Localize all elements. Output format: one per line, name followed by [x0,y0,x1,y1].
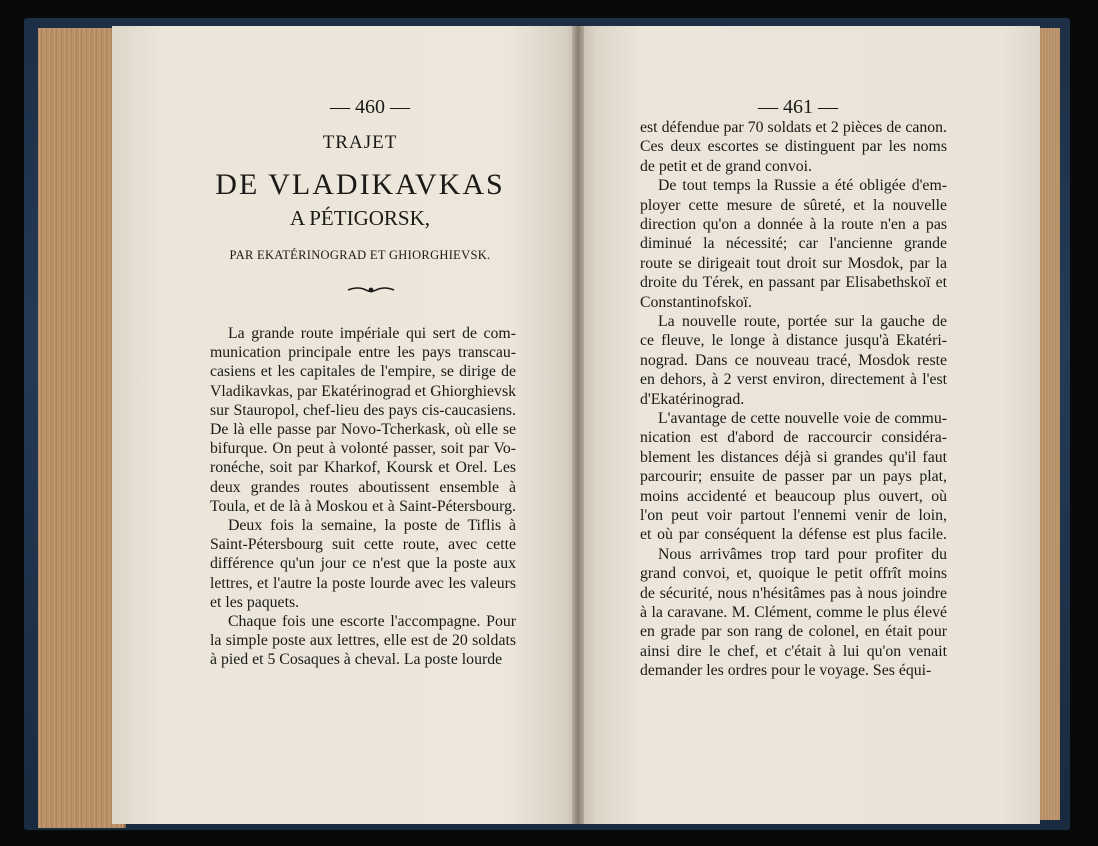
text-line: La grande route impériale qui sert de com- [228,325,516,342]
right-page-number: — 461 — [758,96,838,118]
text-line: Toula, et de là à Moskou et à Saint-Pétersbourg. [210,497,516,515]
text-line: bifurque. On peut à volonté passer, soit par Vo- [210,440,516,458]
page-edges-right [1038,28,1060,820]
text-line: à pied et 5 Cosaques à cheval. La poste lourde [210,651,503,669]
text-line: L'avantage de cette nouvelle voie de commu- [658,410,947,427]
text-line: et où par conséquent la défense est plus facile. [640,526,947,544]
text-line: route se dirigeait tout droit sur Mosdok, par la [640,254,947,272]
chapter-route: PAR EKATÉRINOGRAD ET GHIORGHIEVSK. [229,248,491,262]
text-line: de petit et de grand convoi. [640,157,812,175]
text-line: De là elle passe par Novo-Tcherkask, où elle se [210,421,516,438]
left-page-number: — 460 — [330,96,410,118]
text-line: parcourir; ensuite de passer par un pays plat, [640,468,947,486]
text-line: et les paquets. [210,593,300,611]
text-line: droite du Térek, en passant par Elisabethskoï et [640,274,947,292]
text-line: nograd. Dans ce nouveau tracé, Mosdok reste [640,351,947,369]
text-line: lettres, et l'autre la poste lourde avec les valeurs [210,574,516,592]
text-line: nication est d'abord de raccourcir considéra- [640,429,947,447]
text-line: l'on peut voir partout l'ennemi venir de loin, [640,507,947,524]
text-line: munication principale entre les pays transcau- [210,344,516,362]
text-line: Saint-Pétersbourg suit cette route, avec cette [210,536,516,554]
text-line: ronéche, soit par Kharkof, Koursk et Orel. Les [210,459,516,477]
text-line: Chaque fois une escorte l'accompagne. Pour [228,613,516,630]
text-line: d'Ekatérinograd. [640,390,745,408]
text-line: direction qu'on a donnée à la route n'en a pas [640,216,947,233]
text-line: ce fleuve, le longe à distance jusqu'à Ekatéri- [640,332,947,350]
text-line: la simple poste aux lettres, elle est de 20 soldats [210,632,516,650]
text-line: ainsi dire le chef, et c'était à lui qu'on venait [640,642,947,660]
chapter-label: TRAJET [322,132,398,153]
text-line: demander les ordres pour le voyage. Ses équi- [640,662,932,680]
text-line: Vladikavkas, par Ekatérinograd et Ghiorghievsk [210,382,516,400]
text-line: grand convoi, et, quoique le petit offrît moins [640,565,947,583]
text-line: Nous arrivâmes trop tard pour profiter du [658,545,947,563]
text-line: moins accidenté et beaucoup plus ouvert, où [640,487,947,505]
text-line: ployer cette mesure de sûreté, et la nouvelle [640,196,947,214]
text-line: en grade par son rang de colonel, en était pour [640,623,947,641]
ornament-divider-icon [346,284,396,296]
text-line: différence qu'un jour ce n'est que la poste aux [210,555,516,573]
text-line: casiens et les capitales de l'empire, se dirige de [210,363,516,381]
text-line: de sécurité, nous n'hésitâmes pas à nous joindre [640,584,947,602]
text-line: Ces deux escortes se distinguent par les noms [640,138,947,156]
text-line: est défendue par 70 soldats et 2 pièces de canon. [640,119,947,136]
text-line: Constantinofskoï. [640,293,752,311]
chapter-heading: DE VLADIKAVKAS [215,168,505,201]
chapter-subheading: A PÉTIGORSK, [289,206,431,230]
text-line: De tout temps la Russie a été obligée d'em- [658,177,947,195]
text-line: diminué la nécessité; car l'ancienne grande [640,235,947,253]
text-line: à la caravane. M. Clément, comme le plus élevé [640,604,947,621]
book-gutter [572,26,584,824]
text-line: blement les distances déjà si grandes qu'il faut [640,448,947,466]
text-line: deux grandes routes aboutissent ensemble à [210,478,516,496]
text-line: en dehors, à 2 verst environ, directement à l'est [640,371,947,389]
text-line: Deux fois la semaine, la poste de Tiflis à [228,517,516,534]
text-line: sur Stauropol, chef-lieu des pays cis-caucasiens. [210,401,516,419]
text-line: La nouvelle route, portée sur la gauche de [658,313,947,330]
